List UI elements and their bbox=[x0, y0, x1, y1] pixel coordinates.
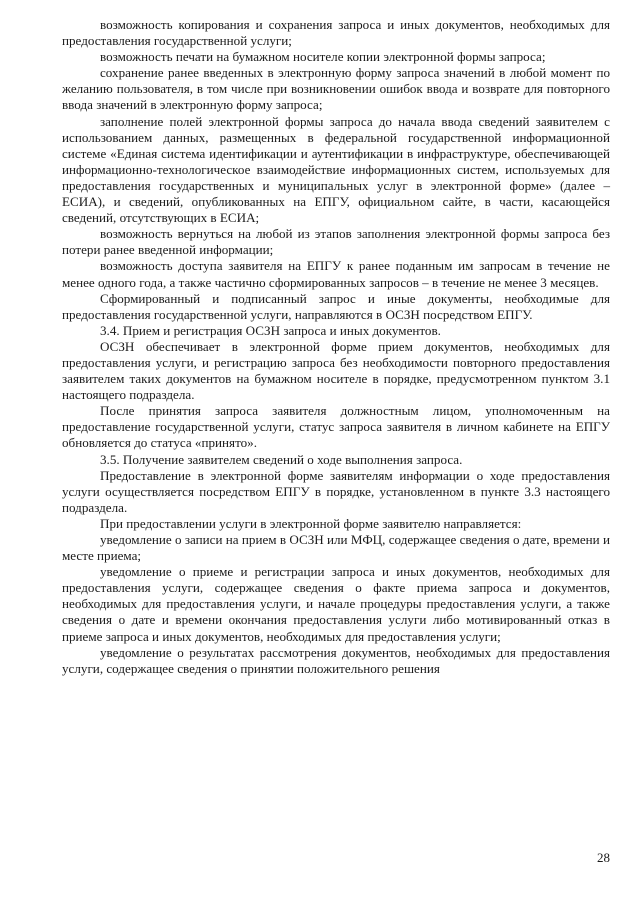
paragraph: заполнение полей электронной формы запроса до начала ввода сведений заявителем с использованием данных, размещенных в федеральной государственной информационной системе «Единая система идентификации и аутентификации в инфраструктуре, обеспечивающей информационно-технологическое взаимодействие информационных систем, используемых для предоставления государственных и муниципальных услуг в электронной форме» (далее – ЕСИА), и сведений, опубликованных на ЕПГУ, официальном сайте, в части, касающейся сведений, отсутствующих в ЕСИА; bbox=[62, 113, 610, 226]
paragraph: При предоставлении услуги в электронной форме заявителю направляется: bbox=[100, 515, 522, 531]
paragraph: возможность доступа заявителя на ЕПГУ к ранее поданным им запросам в течение не менее одного года, а также частично сформированных запросов – в течение не менее 3 месяцев. bbox=[62, 258, 610, 290]
document-body bbox=[62, 17, 610, 677]
paragraph: ОСЗН обеспечивает в электронной форме прием документов, необходимых для предоставления услуги, и регистрацию запроса без необходимости повторного предоставления заявителем таких документов на бумажном носителе в порядке, предусмотренном пунктом 3.1 настоящего подраздела. bbox=[62, 338, 610, 403]
paragraph: возможность печати на бумажном носителе копии электронной формы запроса; bbox=[100, 49, 546, 65]
paragraph: возможность вернуться на любой из этапов заполнения электронной формы запроса без потери ранее введенной информации; bbox=[62, 226, 610, 258]
paragraph: сохранение ранее введенных в электронную форму запроса значений в любой момент по желанию пользователя, в том числе при возникновении ошибок ввода и возврате для повторного ввода значений в электронную форму запроса; bbox=[62, 65, 610, 113]
paragraph: возможность копирования и сохранения запроса и иных документов, необходимых для предоставления государственной услуги; bbox=[62, 17, 610, 49]
section-heading: 3.5. Получение заявителем сведений о ходе выполнения запроса. bbox=[100, 451, 463, 467]
paragraph: Сформированный и подписанный запрос и иные документы, необходимые для предоставления государственной услуги, направляются в ОСЗН посредством ЕПГУ. bbox=[62, 290, 610, 322]
paragraph: уведомление о результатах рассмотрения документов, необходимых для предоставления услуги, содержащее сведения о принятии положительного решения bbox=[62, 644, 610, 676]
section-heading: 3.4. Прием и регистрация ОСЗН запроса и иных документов. bbox=[100, 322, 441, 338]
paragraph: После принятия запроса заявителя должностным лицом, уполномоченным на предоставление государственной услуги, статус запроса заявителя в личном кабинете на ЕПГУ обновляется до статуса «принято». bbox=[62, 403, 610, 451]
paragraph: Предоставление в электронной форме заявителям информации о ходе предоставления услуги осуществляется посредством ЕПГУ в порядке, установленном в пункте 3.3 настоящего подраздела. bbox=[62, 467, 610, 515]
paragraph: уведомление о записи на прием в ОСЗН или МФЦ, содержащее сведения о дате, времени и месте приема; bbox=[62, 532, 610, 564]
paragraph: уведомление о приеме и регистрации запроса и иных документов, необходимых для предоставления услуги, содержащее сведения о факте приема запроса и документов, необходимых для предоставления услуги, и начале процедуры предоставления услуги, а также сведения о дате и времени окончания предоставления услуги либо мотивированный отказ в приеме запроса и иных документов, необходимых для предоставления услуги; bbox=[62, 564, 610, 644]
page-number: 28 bbox=[597, 850, 610, 865]
